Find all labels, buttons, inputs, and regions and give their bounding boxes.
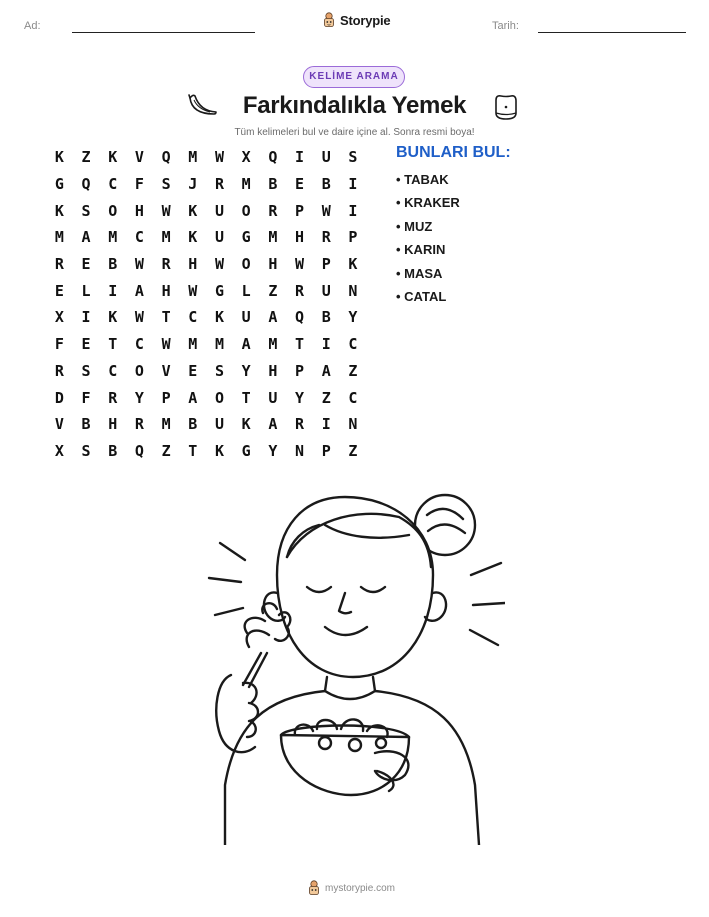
grid-cell[interactable]: O: [241, 255, 251, 274]
grid-cell[interactable]: L: [81, 281, 91, 300]
grid-cell[interactable]: U: [268, 388, 278, 407]
grid-cell[interactable]: M: [161, 415, 171, 434]
footer: [307, 880, 395, 896]
name-label: Ad:: [24, 20, 41, 32]
grid-cell[interactable]: L: [241, 281, 251, 300]
grid-cell[interactable]: A: [268, 308, 278, 327]
grid-row: [46, 171, 366, 198]
grid-cell[interactable]: W: [295, 255, 305, 274]
grid-cell[interactable]: A: [188, 388, 198, 407]
grid-cell[interactable]: P: [295, 201, 305, 220]
grid-row: [46, 144, 366, 171]
grid-cell[interactable]: X: [54, 308, 64, 327]
grid-cell[interactable]: U: [214, 228, 224, 247]
grid-cell[interactable]: V: [134, 148, 144, 167]
grid-cell[interactable]: Y: [241, 361, 251, 380]
grid-cell[interactable]: S: [81, 441, 91, 460]
grid-cell[interactable]: Z: [268, 281, 278, 300]
grid-cell[interactable]: R: [268, 201, 278, 220]
grid-cell[interactable]: F: [134, 175, 144, 194]
grid-cell[interactable]: M: [54, 228, 64, 247]
grid-cell[interactable]: Y: [348, 308, 358, 327]
grid-cell[interactable]: S: [161, 175, 171, 194]
grid-cell[interactable]: G: [241, 228, 251, 247]
grid-cell[interactable]: Z: [348, 361, 358, 380]
grid-cell[interactable]: A: [134, 281, 144, 300]
grid-cell[interactable]: M: [188, 148, 198, 167]
grid-cell[interactable]: N: [295, 441, 305, 460]
grid-cell[interactable]: O: [241, 201, 251, 220]
grid-cell[interactable]: H: [188, 255, 198, 274]
page-title: Farkındalıkla Yemek: [242, 92, 467, 119]
grid-cell[interactable]: Z: [348, 441, 358, 460]
grid-cell[interactable]: R: [134, 415, 144, 434]
grid-cell[interactable]: R: [54, 361, 64, 380]
grid-cell[interactable]: R: [54, 255, 64, 274]
grid-cell[interactable]: W: [134, 308, 144, 327]
grid-cell[interactable]: W: [214, 148, 224, 167]
grid-cell[interactable]: M: [188, 335, 198, 354]
word-list-item: • MUZ: [396, 218, 433, 234]
grid-cell[interactable]: Q: [81, 175, 91, 194]
grid-cell[interactable]: M: [268, 335, 278, 354]
grid-cell[interactable]: X: [241, 148, 251, 167]
grid-cell[interactable]: E: [54, 281, 64, 300]
grid-cell[interactable]: R: [161, 255, 171, 274]
word-list-item: • TABAK: [396, 172, 449, 187]
footer-url[interactable]: mystorypie.com: [325, 882, 396, 894]
grid-cell[interactable]: S: [81, 361, 91, 380]
grid-cell[interactable]: E: [295, 175, 305, 194]
grid-cell[interactable]: H: [108, 415, 118, 434]
grid-row: [46, 411, 366, 438]
grid-row: [46, 384, 366, 411]
grid-cell[interactable]: Q: [268, 148, 278, 167]
grid-cell[interactable]: I: [108, 281, 118, 300]
grid-cell[interactable]: V: [54, 415, 64, 434]
grid-cell[interactable]: S: [81, 201, 91, 220]
grid-cell[interactable]: Q: [134, 441, 144, 460]
grid-cell[interactable]: P: [321, 255, 331, 274]
grid-cell[interactable]: R: [214, 175, 224, 194]
grid-cell[interactable]: Q: [295, 308, 305, 327]
grid-cell[interactable]: B: [188, 415, 198, 434]
grid-cell[interactable]: W: [188, 281, 198, 300]
activity-badge: KELİME ARAMA: [303, 66, 405, 88]
grid-cell[interactable]: H: [161, 281, 171, 300]
word-list-item: • CATAL: [396, 288, 447, 304]
grid-cell[interactable]: B: [268, 175, 278, 194]
grid-cell[interactable]: K: [108, 148, 118, 167]
grid-cell[interactable]: W: [134, 255, 144, 274]
grid-cell[interactable]: B: [108, 441, 118, 460]
date-line[interactable]: [538, 32, 686, 33]
grid-cell[interactable]: C: [188, 308, 198, 327]
grid-row: [46, 438, 366, 465]
grid-cell[interactable]: C: [348, 335, 358, 354]
instructions: Tüm kelimeleri bul ve daire içine al. Sonra resmi boya!: [234, 127, 475, 138]
grid-cell[interactable]: A: [241, 335, 251, 354]
grid-cell[interactable]: Q: [161, 148, 171, 167]
grid-cell[interactable]: T: [108, 335, 118, 354]
grid-cell[interactable]: E: [81, 255, 91, 274]
grid-cell[interactable]: O: [108, 201, 118, 220]
storypie-footer-logo-icon: [307, 880, 321, 896]
grid-cell[interactable]: M: [241, 175, 251, 194]
grid-cell[interactable]: G: [54, 175, 64, 194]
grid-cell[interactable]: U: [321, 148, 331, 167]
grid-cell[interactable]: V: [161, 361, 171, 380]
word-list-item: • KRAKER: [396, 195, 460, 211]
grid-cell[interactable]: F: [81, 388, 91, 407]
grid-cell[interactable]: U: [214, 415, 224, 434]
grid-cell[interactable]: P: [321, 441, 331, 460]
grid-cell[interactable]: I: [348, 175, 358, 194]
grid-cell[interactable]: Y: [268, 441, 278, 460]
grid-cell[interactable]: U: [214, 201, 224, 220]
grid-cell[interactable]: K: [188, 201, 198, 220]
grid-cell[interactable]: P: [348, 228, 358, 247]
grid-cell[interactable]: Y: [295, 388, 305, 407]
grid-cell[interactable]: X: [54, 441, 64, 460]
grid-cell[interactable]: I: [81, 308, 91, 327]
grid-cell[interactable]: U: [321, 281, 331, 300]
grid-cell[interactable]: W: [321, 201, 331, 220]
grid-cell[interactable]: M: [214, 335, 224, 354]
grid-cell[interactable]: T: [241, 388, 251, 407]
grid-cell[interactable]: K: [241, 415, 251, 434]
grid-cell[interactable]: W: [161, 201, 171, 220]
grid-cell[interactable]: C: [108, 361, 118, 380]
grid-cell[interactable]: K: [108, 308, 118, 327]
grid-cell[interactable]: B: [81, 415, 91, 434]
stomach-icon: [491, 92, 521, 122]
grid-cell[interactable]: I: [295, 148, 305, 167]
brand-name: Storypie: [340, 12, 391, 28]
grid-cell[interactable]: M: [268, 228, 278, 247]
grid-cell[interactable]: N: [348, 415, 358, 434]
grid-row: [46, 358, 366, 385]
grid-cell[interactable]: C: [108, 175, 118, 194]
grid-cell[interactable]: F: [54, 335, 64, 354]
grid-cell[interactable]: W: [161, 335, 171, 354]
grid-cell[interactable]: P: [295, 361, 305, 380]
grid-cell[interactable]: T: [295, 335, 305, 354]
grid-cell[interactable]: A: [268, 415, 278, 434]
grid-row: [46, 331, 366, 358]
grid-cell[interactable]: H: [268, 255, 278, 274]
grid-cell[interactable]: A: [81, 228, 91, 247]
grid-cell[interactable]: B: [321, 175, 331, 194]
grid-cell[interactable]: B: [108, 255, 118, 274]
grid-cell[interactable]: O: [134, 361, 144, 380]
grid-cell[interactable]: U: [241, 308, 251, 327]
grid-cell[interactable]: I: [321, 415, 331, 434]
brand-logo: [322, 12, 390, 28]
grid-cell[interactable]: T: [161, 308, 171, 327]
grid-cell[interactable]: H: [134, 201, 144, 220]
grid-cell[interactable]: R: [321, 228, 331, 247]
grid-cell[interactable]: N: [348, 281, 358, 300]
grid-cell[interactable]: K: [214, 308, 224, 327]
grid-cell[interactable]: Y: [134, 388, 144, 407]
grid-cell[interactable]: C: [134, 335, 144, 354]
grid-cell[interactable]: I: [321, 335, 331, 354]
grid-cell[interactable]: E: [81, 335, 91, 354]
grid-cell[interactable]: I: [348, 201, 358, 220]
grid-cell[interactable]: D: [54, 388, 64, 407]
grid-cell[interactable]: R: [295, 415, 305, 434]
grid-cell[interactable]: K: [54, 201, 64, 220]
grid-cell[interactable]: K: [348, 255, 358, 274]
grid-cell[interactable]: B: [321, 308, 331, 327]
grid-cell[interactable]: S: [348, 148, 358, 167]
grid-cell[interactable]: A: [321, 361, 331, 380]
grid-cell[interactable]: H: [295, 228, 305, 247]
grid-cell[interactable]: Z: [161, 441, 171, 460]
word-list-item: • KARIN: [396, 242, 446, 258]
grid-row: [46, 304, 366, 331]
grid-row: [46, 251, 366, 278]
grid-cell[interactable]: R: [108, 388, 118, 407]
grid-cell[interactable]: T: [188, 441, 198, 460]
grid-cell[interactable]: J: [188, 175, 198, 194]
grid-cell[interactable]: M: [108, 228, 118, 247]
grid-cell[interactable]: C: [348, 388, 358, 407]
grid-row: [46, 277, 366, 304]
grid-cell[interactable]: H: [268, 361, 278, 380]
storypie-logo-icon: [322, 12, 336, 28]
grid-cell[interactable]: O: [214, 388, 224, 407]
grid-cell[interactable]: Z: [81, 148, 91, 167]
name-line[interactable]: [72, 32, 255, 33]
date-label: Tarih:: [492, 20, 519, 32]
grid-cell[interactable]: G: [214, 281, 224, 300]
grid-cell[interactable]: Z: [321, 388, 331, 407]
word-search-grid: [46, 144, 366, 464]
grid-cell[interactable]: E: [188, 361, 198, 380]
grid-row: [46, 224, 366, 251]
grid-cell[interactable]: K: [54, 148, 64, 167]
grid-cell[interactable]: W: [214, 255, 224, 274]
grid-row: [46, 197, 366, 224]
grid-cell[interactable]: C: [134, 228, 144, 247]
grid-cell[interactable]: K: [188, 228, 198, 247]
grid-cell[interactable]: K: [214, 441, 224, 460]
grid-cell[interactable]: P: [161, 388, 171, 407]
word-list-item: • MASA: [396, 265, 443, 281]
grid-cell[interactable]: S: [214, 361, 224, 380]
grid-cell[interactable]: M: [161, 228, 171, 247]
grid-cell[interactable]: G: [241, 441, 251, 460]
grid-cell[interactable]: R: [295, 281, 305, 300]
word-list-title: BUNLARI BUL:: [396, 144, 511, 161]
girl-eating-salad-illustration: [195, 485, 505, 845]
word-list: [396, 170, 460, 310]
